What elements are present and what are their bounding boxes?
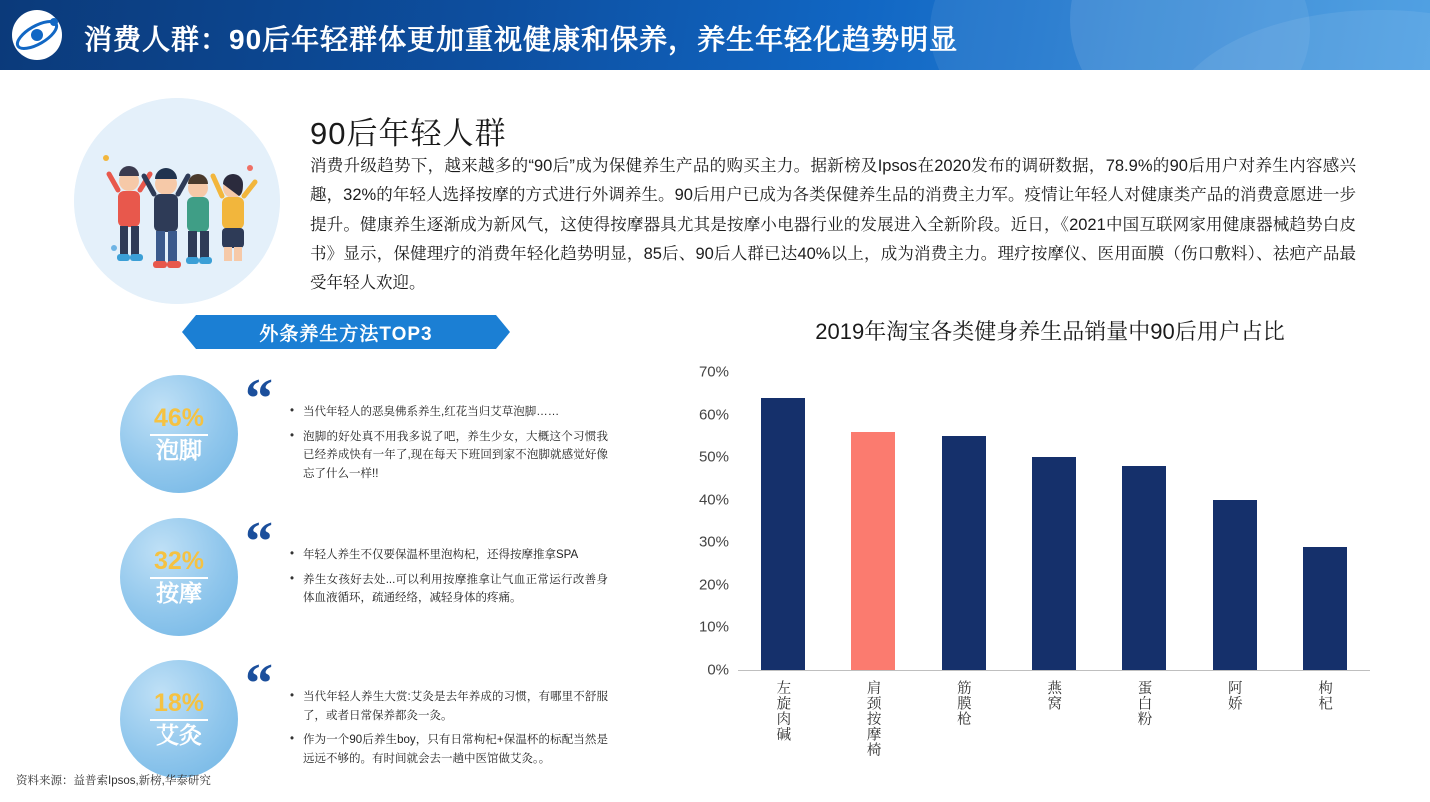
page-title: 消费人群：90后年轻群体更加重视健康和保养，养生年轻化趋势明显 [84,24,959,55]
quote-mark-icon: “ [245,653,273,715]
quote-mark-icon: “ [245,511,273,573]
atom-logo-icon [10,8,64,62]
quote-mark-icon: “ [245,368,273,430]
top3-banner: 外条养生方法TOP3 [196,315,496,349]
stat-divider [150,434,208,436]
list-item: • 养生女孩好去处...可以利用按摩推拿让气血正常运行改善身体血液循环，疏通经络，减轻身体的疼痛。 [290,571,608,608]
y-axis-tick-label: 60% [698,406,729,424]
stat-bubble [120,660,238,778]
stat-divider [150,719,208,721]
stat-percent: 18% [153,688,205,717]
chart-bar [851,432,895,670]
list-item: • 当代年轻人的恶臭佛系养生,红花当归艾草泡脚…… [290,403,608,422]
x-axis-tick-label: 肩颈按摩椅 [864,680,881,758]
y-axis-tick-label: 40% [698,491,729,509]
y-axis-tick-label: 20% [698,576,729,594]
x-axis-tick-label: 阿娇 [1225,680,1242,711]
stat-label: 艾灸 [156,721,202,748]
bar-chart [680,360,1400,780]
chart-title: 2019年淘宝各类健身养生品销量中90后用户占比 [815,319,1285,344]
stat-label: 泡脚 [156,436,202,463]
x-axis-tick-label: 枸杞 [1316,680,1333,711]
intro-title: 90后年轻人群 [310,116,507,151]
stat-divider [150,577,208,579]
x-axis-tick-label: 燕窝 [1045,680,1062,711]
chart-bar [1122,466,1166,670]
chart-bar [1213,500,1257,670]
chart-bar [1303,547,1347,670]
y-axis-tick-label: 10% [698,618,729,636]
stat-label: 按摩 [156,579,202,606]
page-header [0,0,1430,70]
stat-bubble [120,518,238,636]
stat-percent: 46% [153,403,205,432]
x-axis-tick-label: 筋膜枪 [954,680,971,727]
bullet-list [290,546,608,614]
y-axis-tick-label: 50% [698,448,729,466]
chart-plot-area [698,363,1370,679]
y-axis-tick-label: 70% [698,363,729,381]
x-axis-tick-label: 左旋肉碱 [774,680,791,742]
y-axis-tick-label: 30% [698,533,729,551]
bullet-list [290,688,608,775]
list-item: • 泡脚的好处真不用我多说了吧，养生少女，大概这个习惯我已经养成快有一年了,现在每天下班回到家不泡脚就感觉好像忘了什么一样!! [290,428,608,484]
list-item: • 当代年轻人养生大赏:艾灸是去年养成的习惯，有哪里不舒服了，或者日常保养都灸一灸。 [290,688,608,725]
young-people-illustration [74,98,280,304]
y-axis-tick-label: 0% [707,661,729,679]
chart-bar [761,398,805,670]
x-axis-tick-label: 蛋白粉 [1135,680,1152,727]
stat-percent: 32% [153,546,205,575]
bullet-list [290,403,608,490]
list-item: • 年轻人养生不仅要保温杯里泡构杞，还得按摩推拿SPA [290,546,608,565]
chart-bar [942,436,986,670]
source-note: 资料来源：益普索Ipsos,新榜,华泰研究 [16,775,211,787]
intro-body: 消费升级趋势下，越来越多的“90后”成为保健养生产品的购买主力。据新榜及Ipsos在2020发布的调研数据，78.9%的90后用户对养生内容感兴趣，32%的年轻人选择按摩的方式进行外调养生。90后用户已成为各类保健养生品的消费主力军。疫情让年轻人对健康类产品的消费意愿进一步提升。健康养生逐渐成为新风气，这使得按摩器具尤其是按摩小电器行业的发展进入全新阶段。近日，《2021中国互联网家用健康器械趋势白皮书》显示，保健理疗的消费年轻化趋势明显，85后、90后人群已达40%以上，成为消费主力。理疗按摩仪、医用面膜（伤口敷料）、祛疤产品最受年轻人欢迎。 [310,157,1356,293]
stat-bubble [120,375,238,493]
list-item: • 作为一个90后养生boy，只有日常枸杞+保温杯的标配当然是远远不够的。有时间就会去一趟中医馆做艾灸。。 [290,731,608,768]
chart-bar [1032,457,1076,670]
